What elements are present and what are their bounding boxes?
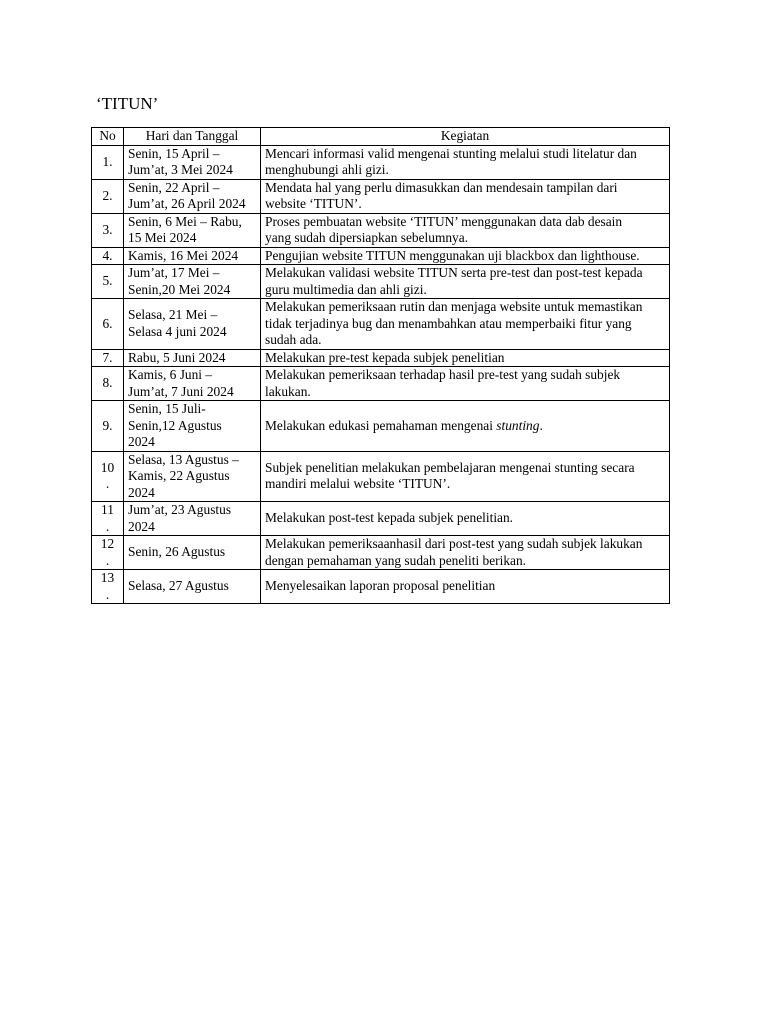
row-date: Jum’at, 17 Mei – Senin,20 Mei 2024 bbox=[124, 265, 261, 299]
row-number: 9. bbox=[92, 401, 124, 452]
row-activity: Melakukan pemeriksaanhasil dari post-test yang sudah subjek lakukan dengan pemahaman yang sudah peneliti berikan. bbox=[261, 536, 670, 570]
row-activity: Mencari informasi valid mengenai stunting melalui studi litelatur dan menghubungi ahli gizi. bbox=[261, 145, 670, 179]
table-row bbox=[92, 145, 670, 179]
row-activity: Mendata hal yang perlu dimasukkan dan mendesain tampilan dari website ‘TITUN’. bbox=[261, 179, 670, 213]
row-number: 10 . bbox=[92, 451, 124, 502]
row-activity: Pengujian website TITUN menggunakan uji blackbox dan lighthouse. bbox=[261, 247, 670, 265]
row-activity: Melakukan pre-test kepada subjek penelitian bbox=[261, 349, 670, 367]
row-activity: Melakukan validasi website TITUN serta pre-test dan post-test kepada guru multimedia dan ahli gizi. bbox=[261, 265, 670, 299]
table-row bbox=[92, 502, 670, 536]
row-number: 2. bbox=[92, 179, 124, 213]
row-date: Senin, 22 April – Jum’at, 26 April 2024 bbox=[124, 179, 261, 213]
row-date: Senin, 15 Juli- Senin,12 Agustus 2024 bbox=[124, 401, 261, 452]
row-date: Kamis, 6 Juni – Jum’at, 7 Juni 2024 bbox=[124, 367, 261, 401]
page-title: ‘TITUN’ bbox=[96, 94, 159, 113]
table-header-row bbox=[92, 128, 670, 146]
row-activity: Subjek penelitian melakukan pembelajaran mengenai stunting secara mandiri melalui website ‘TITUN’. bbox=[261, 451, 670, 502]
header-date: Hari dan Tanggal bbox=[124, 128, 261, 146]
table-row bbox=[92, 451, 670, 502]
row-number: 1. bbox=[92, 145, 124, 179]
table-row bbox=[92, 536, 670, 570]
table-row bbox=[92, 570, 670, 604]
row-activity: Melakukan post-test kepada subjek penelitian. bbox=[261, 502, 670, 536]
emphasis-text: stunting bbox=[496, 417, 540, 433]
row-date: Kamis, 16 Mei 2024 bbox=[124, 247, 261, 265]
row-number: 8. bbox=[92, 367, 124, 401]
row-number: 6. bbox=[92, 299, 124, 350]
row-date: Senin, 15 April – Jum’at, 3 Mei 2024 bbox=[124, 145, 261, 179]
row-date: Senin, 26 Agustus bbox=[124, 536, 261, 570]
row-number: 11 . bbox=[92, 502, 124, 536]
table-row bbox=[92, 349, 670, 367]
table-row bbox=[92, 213, 670, 247]
header-activity: Kegiatan bbox=[261, 128, 670, 146]
row-date: Jum’at, 23 Agustus 2024 bbox=[124, 502, 261, 536]
table-row bbox=[92, 367, 670, 401]
row-number: 13 . bbox=[92, 570, 124, 604]
row-number: 4. bbox=[92, 247, 124, 265]
row-activity: Melakukan pemeriksaan terhadap hasil pre-test yang sudah subjek lakukan. bbox=[261, 367, 670, 401]
row-activity: Proses pembuatan website ‘TITUN’ menggunakan data dab desain yang sudah dipersiapkan sebelumnya. bbox=[261, 213, 670, 247]
table-row bbox=[92, 265, 670, 299]
row-activity: Melakukan pemeriksaan rutin dan menjaga website untuk memastikan tidak terjadinya bug dan menambahkan atau memperbaiki fitur yang sudah ada. bbox=[261, 299, 670, 350]
row-date: Selasa, 13 Agustus – Kamis, 22 Agustus 2024 bbox=[124, 451, 261, 502]
table-row bbox=[92, 179, 670, 213]
row-activity: Menyelesaikan laporan proposal penelitian bbox=[261, 570, 670, 604]
header-no: No bbox=[92, 128, 124, 146]
row-date: Senin, 6 Mei – Rabu, 15 Mei 2024 bbox=[124, 213, 261, 247]
row-date: Selasa, 21 Mei – Selasa 4 juni 2024 bbox=[124, 299, 261, 350]
row-number: 12 . bbox=[92, 536, 124, 570]
table-body bbox=[92, 145, 670, 604]
row-date: Selasa, 27 Agustus bbox=[124, 570, 261, 604]
row-activity: Melakukan edukasi pemahaman mengenai stunting. bbox=[261, 401, 670, 452]
table-row bbox=[92, 247, 670, 265]
row-number: 7. bbox=[92, 349, 124, 367]
table-row bbox=[92, 401, 670, 452]
row-number: 5. bbox=[92, 265, 124, 299]
row-number: 3. bbox=[92, 213, 124, 247]
row-date: Rabu, 5 Juni 2024 bbox=[124, 349, 261, 367]
schedule-table bbox=[91, 127, 670, 604]
table-row bbox=[92, 299, 670, 350]
